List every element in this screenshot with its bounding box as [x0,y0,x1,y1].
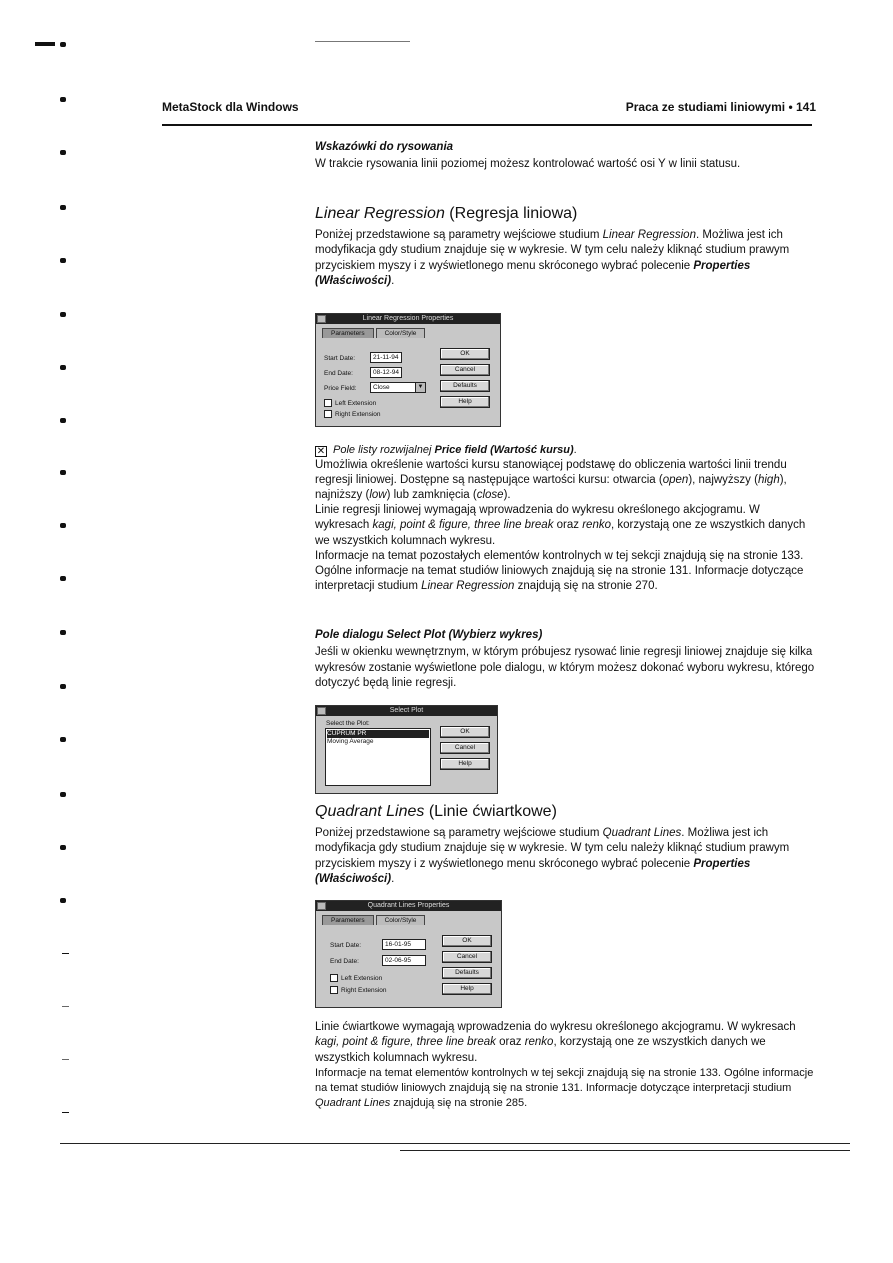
binder-hole [60,792,66,797]
text-run: Quadrant Lines [602,827,682,839]
checkbox-label: Right Extension [335,411,381,418]
scan-mark [62,1059,69,1060]
text-run: . Możliwa jest ich modyfikacja gdy studium znajduje się w wykresie. W tym celu należy kliknąć studium prawym przyciskiem myszy i z wyświetlonego menu skróconego wybrać polecenie [315,827,790,870]
binder-hole [60,630,66,635]
price-field-heading [315,443,815,458]
binder-hole [60,418,66,423]
scan-bottom-line [400,1150,850,1151]
tab-color-style[interactable]: Color/Style [376,915,426,925]
help-button[interactable]: Help [440,758,490,770]
dialog-titlebar [316,901,501,911]
price-field-label: Price Field: [324,385,357,392]
text-run: ) lub zamknięcia ( [386,489,477,502]
chart-types-note [315,1020,815,1066]
heading-pl: (Linie ćwiartkowe) [424,803,557,820]
text-run: kagi, point & figure, three line break [372,519,554,532]
ok-button[interactable]: OK [440,348,490,360]
text-run: Poniżej przedstawione są parametry wejściowe studium [315,827,603,839]
text-run: Informacje na temat elementów kontrolnych w tej sekcji znajdują się na stronie 133. Ogólne informacje na temat studiów liniowych znajdują się na stronie 131. Informacje dotyczące interpretacji studium [315,1066,814,1095]
scan-mark [35,42,55,46]
scan-mark [62,1112,69,1113]
checkbox-label: Left Extension [341,975,383,982]
checkbox-box[interactable] [324,410,332,418]
text-run: oraz [495,1036,525,1049]
dropdown-arrow-icon[interactable]: ▼ [415,383,425,392]
price-field-description [315,458,815,503]
dialog-titlebar [316,706,497,716]
text-run: kagi, point & figure, three line break [315,1036,496,1049]
linear-regression-properties-dialog [315,313,501,427]
dialog-title: Select Plot [389,707,424,714]
hint-block [315,140,815,173]
text-run: . [391,872,395,885]
checkbox-box[interactable] [324,399,332,407]
text-run: , korzystają one ze wszystkich danych we wszystkich kolumnach wykresu. [315,1036,766,1064]
tab-strip [322,328,425,338]
select-plot-label: Select the Plot: [326,720,370,727]
cross-references [315,549,815,594]
ql-intro [315,826,815,887]
section-heading-quadrant-lines [315,802,815,822]
text-run: Price field (Wartość kursu) [434,444,574,456]
chart-types-note [315,503,815,548]
cancel-button[interactable]: Cancel [440,742,490,754]
select-plot-dialog [315,705,498,794]
text-run: . [391,274,395,287]
text-run: znajdują się na stronie 270. [514,579,658,592]
system-menu-icon[interactable] [317,315,326,323]
text-run: Linie ćwiartkowe wymagają wprowadzenia do wykresu określonego akcjogramu. W wykresach [315,1021,796,1033]
dropdown-field-icon: ✕ [316,446,326,457]
text-run: Pole listy rozwijalnej [333,444,435,456]
ok-button[interactable]: OK [440,726,490,738]
section-heading-linear-regression [315,204,815,224]
linear-regression-section [315,204,815,289]
binder-hole [60,97,66,102]
list-item[interactable]: Moving Average [327,738,374,745]
heading-en: Linear Regression [315,205,445,222]
text-run: Linear Regression [421,579,515,592]
text-run: Informacje na temat pozostałych elementów kontrolnych w tej sekcji znajdują się na stronie 133. Ogólne informacje na temat studiów liniowych znajdują się na stronie 131. Informacje dotyczące interpretacji studium [315,549,804,592]
text-run: Linear Regression [602,229,696,241]
start-date-field[interactable]: 16-01-95 [382,939,426,950]
text-run: Properties (Właściwości) [315,857,751,885]
scan-line [315,41,410,42]
scan-mark [62,1006,69,1007]
dialog-title: Linear Regression Properties [362,315,454,322]
binder-hole [60,312,66,317]
text-run: Quadrant Lines [315,1097,391,1110]
text-run: ), najwyższy ( [688,474,758,487]
select-plot-block [315,628,815,691]
checkbox-box[interactable] [330,986,338,994]
binder-hole [60,42,66,47]
tab-strip [322,915,425,925]
quadrant-lines-section [315,802,815,887]
checkbox-label: Right Extension [341,987,387,994]
binder-hole [60,898,66,903]
select-plot-title: Pole dialogu Select Plot (Wybierz wykres) [315,629,543,641]
tab-parameters[interactable]: Parameters [322,328,374,338]
end-date-field[interactable]: 08-12-94 [370,367,402,378]
heading-en: Quadrant Lines [315,803,425,820]
text-run: znajdują się na stronie 285. [390,1097,528,1110]
cancel-button[interactable]: Cancel [442,951,492,963]
help-button[interactable]: Help [442,983,492,995]
quadrant-lines-properties-dialog [315,900,502,1008]
text-run: . [573,444,577,456]
defaults-button[interactable]: Defaults [440,380,490,392]
hint-title: Wskazówki do rysowania [315,141,454,153]
dialog-title: Quadrant Lines Properties [367,902,450,909]
ok-button[interactable]: OK [442,935,492,947]
binder-hole [60,365,66,370]
tab-color-style[interactable]: Color/Style [376,328,426,338]
scan-bottom-line [60,1143,850,1144]
lr-intro [315,228,815,289]
binder-hole [60,684,66,689]
tab-parameters[interactable]: Parameters [322,915,374,925]
system-menu-icon[interactable] [317,902,326,910]
text-run: Properties (Właściwości) [315,259,751,287]
checkbox-label: Left Extension [335,400,377,407]
text-run: ), najniższy ( [315,474,787,502]
start-date-label: Start Date: [324,355,356,362]
hint-text: W trakcie rysowania linii poziomej możesz kontrolować wartość osi Y w linii statusu. [315,158,741,171]
list-item[interactable]: CUPRUM PR [327,730,429,738]
cancel-button[interactable]: Cancel [440,364,490,376]
select-plot-text: Jeśli w okienku wewnętrznym, w którym próbujesz rysować linie regresji liniowej znajduje się kilka wykresów zostanie wyświetlone pole dialogu, w którym możesz dokonać wyboru wykresu, którego dotyczyć będą linie regresji. [315,646,815,689]
text-run: low [369,489,387,502]
binder-hole [60,205,66,210]
left-extension-checkbox[interactable] [330,974,382,983]
dialog-titlebar [316,314,500,324]
checkbox-box[interactable] [330,974,338,982]
text-run: high [757,474,780,487]
binder-hole [60,845,66,850]
right-extension-checkbox[interactable] [330,986,387,995]
quadrant-lines-notes [315,1020,815,1112]
binder-hole [60,523,66,528]
scan-mark [62,953,69,954]
price-field-value: Close [373,384,390,391]
help-button[interactable]: Help [440,396,490,408]
binder-hole [60,470,66,475]
system-menu-icon[interactable] [317,707,326,715]
right-extension-checkbox[interactable] [324,410,381,419]
plot-list[interactable] [325,728,431,786]
binder-hole [60,150,66,155]
price-field-block [315,443,815,594]
running-header-left: MetaStock dla Windows [162,100,299,114]
header-rule [162,124,812,126]
defaults-button[interactable]: Defaults [442,967,492,979]
end-date-label: End Date: [324,370,353,377]
text-run: close [476,489,504,502]
text-run: Linie regresji liniowej wymagają wprowadzenia do wykresu określonego akcjogramu. W wykresach [315,504,760,532]
text-run: open [662,474,689,487]
heading-pl: (Regresja liniowa) [444,205,578,222]
binder-hole [60,576,66,581]
left-extension-checkbox[interactable] [324,399,376,408]
cross-references [315,1066,815,1112]
text-run: Umożliwia określenie wartości kursu stanowiącej podstawę do obliczenia wartości linii trendu regresji liniowej. Dostępne są następujące wartości kursu: otwarcia ( [315,459,787,487]
binder-hole [60,737,66,742]
start-date-field[interactable]: 21-11-94 [370,352,402,363]
end-date-field[interactable]: 02-06-95 [382,955,426,966]
text-run: renko [524,1036,554,1049]
text-run: , korzystają one ze wszystkich danych we wszystkich kolumnach wykresu. [315,519,806,547]
binder-hole [60,258,66,263]
running-header-right: Praca ze studiami liniowymi • 141 [625,100,816,114]
text-run: Poniżej przedstawione są parametry wejściowe studium [315,229,603,241]
end-date-label: End Date: [330,958,359,965]
price-field-select[interactable] [370,382,426,393]
text-run: renko [582,519,611,532]
text-run: oraz [553,519,583,532]
start-date-label: Start Date: [330,942,362,949]
text-run: ). [503,489,511,502]
text-run: . Możliwa jest ich modyfikacja gdy studium znajduje się w wykresie. W tym celu należy kliknąć studium prawym przyciskiem myszy i z wyświetlonego menu skróconego wybrać polecenie [315,229,790,272]
